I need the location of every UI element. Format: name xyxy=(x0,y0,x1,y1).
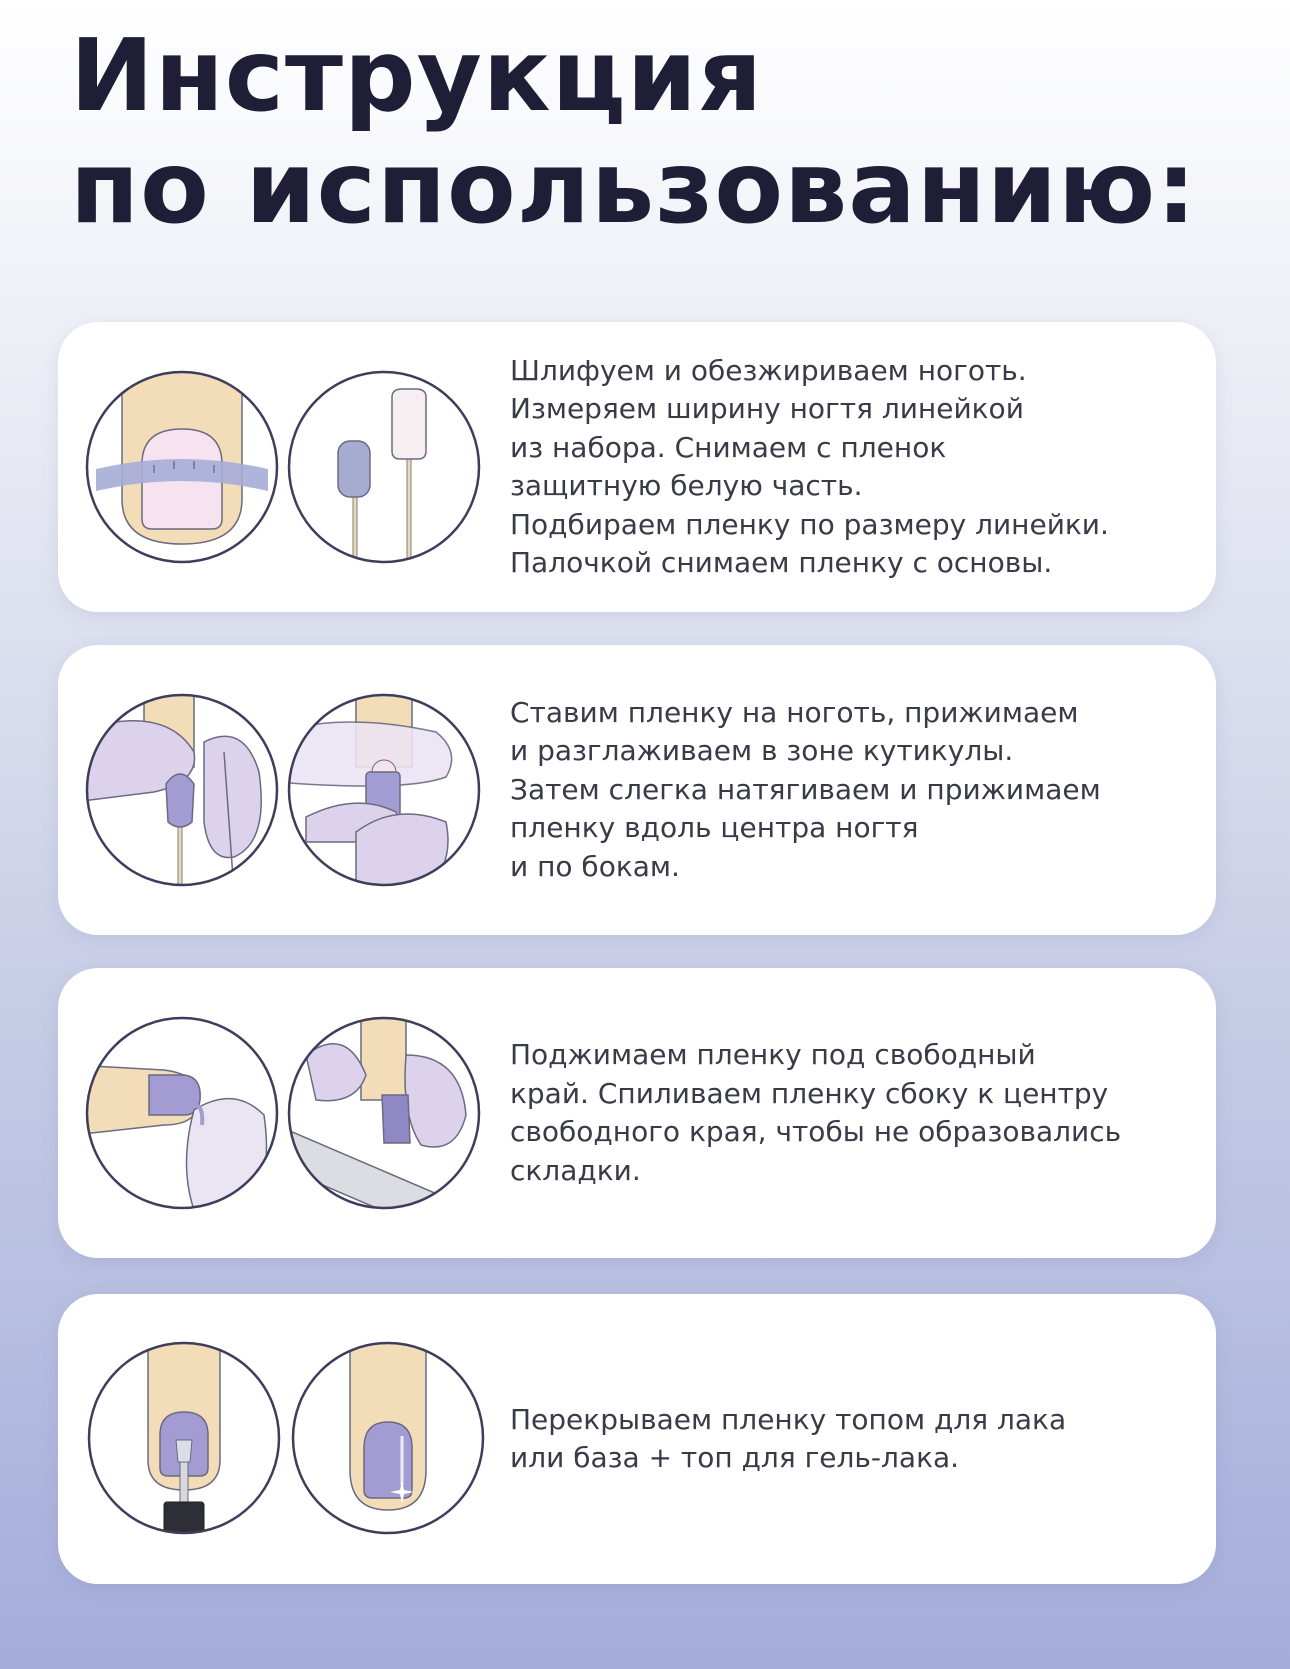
step-3-line-2: край. Спиливаем пленку сбоку к центру xyxy=(510,1076,1109,1110)
press-film-icon xyxy=(286,692,482,888)
finished-nail-icon xyxy=(290,1340,486,1536)
apply-film-icon xyxy=(84,692,280,888)
step-card-4 xyxy=(58,1294,1216,1584)
step-card-2 xyxy=(58,645,1216,935)
step-1-line-5: Подбираем пленку по размеру линейки. xyxy=(510,507,1109,541)
page-title xyxy=(70,17,1198,246)
step-3-text xyxy=(510,968,1200,1258)
step-2-line-2: и разглаживаем в зоне кутикулы. xyxy=(510,734,1014,768)
step-4-text xyxy=(510,1294,1200,1584)
step-3-line-3: свободного края, чтобы не образовались xyxy=(510,1115,1122,1148)
step-2-line-3: Затем слегка натягиваем и прижимаем xyxy=(510,772,1101,806)
step-card-1 xyxy=(58,322,1216,612)
nail-ruler-icon xyxy=(84,369,280,565)
title-line-2: по использованию: xyxy=(70,129,1198,246)
step-2-line-4: пленку вдоль центра ногтя xyxy=(510,811,919,845)
step-2-line-1: Ставим пленку на ноготь, прижимаем xyxy=(510,695,1079,729)
step-2-line-5: и по бокам. xyxy=(510,849,680,883)
title-line-1: Инструкция xyxy=(70,17,764,134)
step-2-text xyxy=(510,645,1200,935)
step-1-line-4: защитную белую часть. xyxy=(510,469,863,502)
applicator-sticks-icon xyxy=(286,369,482,565)
file-film-icon xyxy=(286,1015,482,1211)
step-1-line-1: Шлифуем и обезжириваем ноготь. xyxy=(510,353,1027,387)
step-1-line-2: Измеряем ширину ногтя линейкой xyxy=(510,392,1024,425)
step-1-line-6: Палочкой снимаем пленку с основы. xyxy=(510,546,1053,579)
fold-film-edge-icon xyxy=(84,1015,280,1211)
step-1-line-3: из набора. Снимаем с пленок xyxy=(510,430,947,464)
step-3-line-4: складки. xyxy=(510,1153,641,1187)
top-coat-brush-icon xyxy=(86,1340,282,1536)
step-3-line-1: Поджимаем пленку под свободный xyxy=(510,1038,1036,1071)
step-1-text xyxy=(510,322,1200,612)
step-4-line-1: Перекрываем пленку топом для лака xyxy=(510,1402,1067,1436)
step-card-3 xyxy=(58,968,1216,1258)
step-4-line-2: или база + топ для гель-лака. xyxy=(510,1441,960,1474)
